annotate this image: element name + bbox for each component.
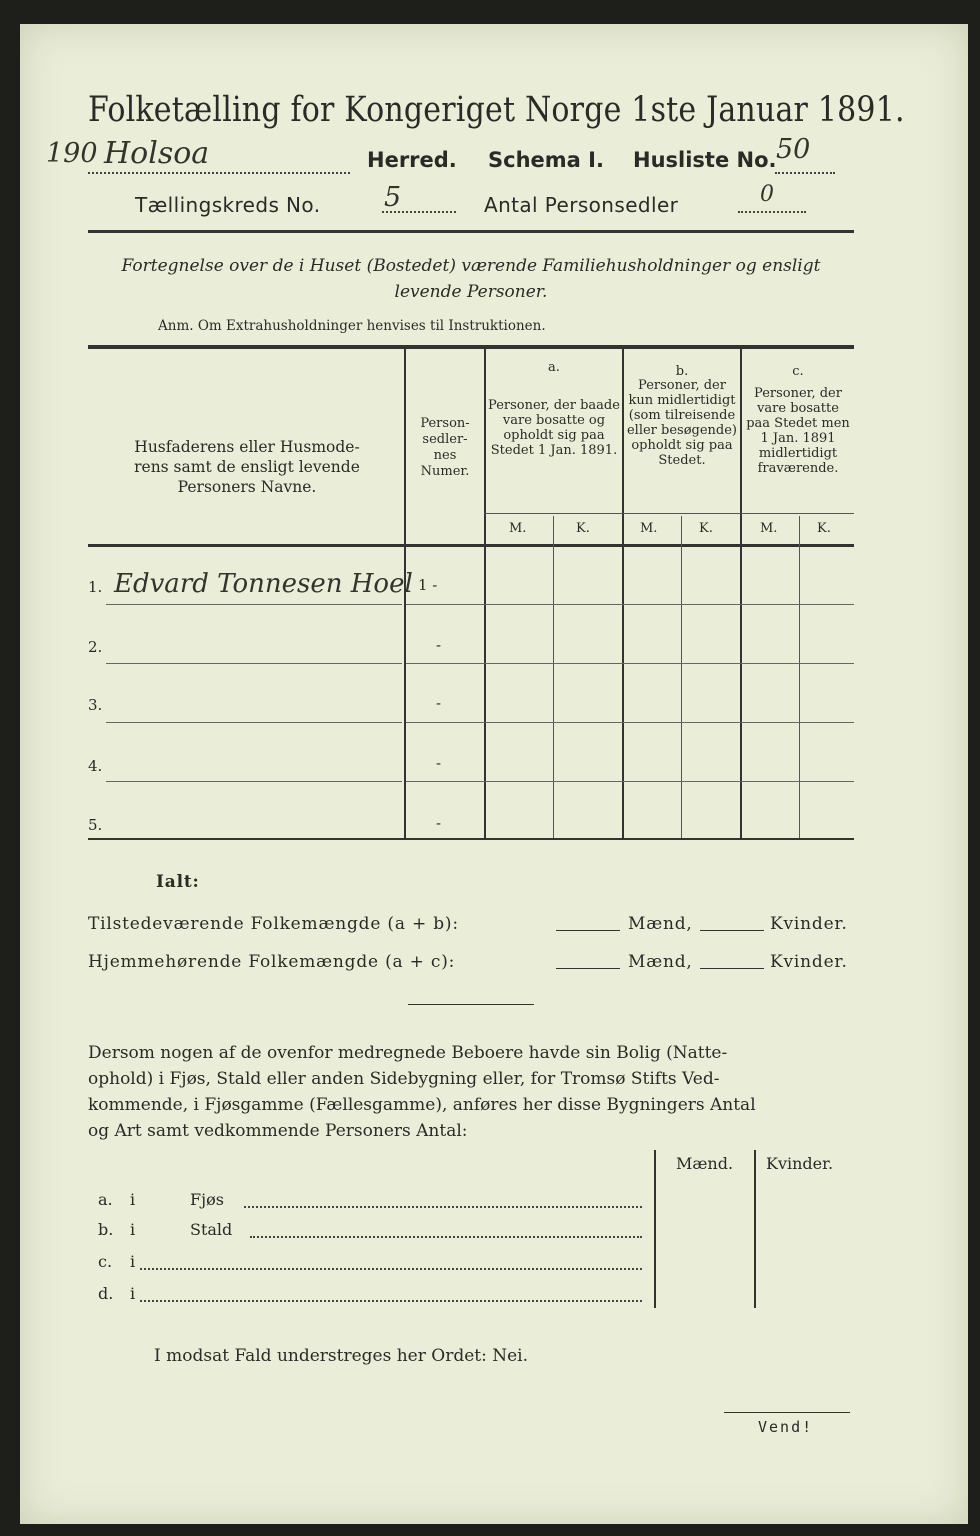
sidebygning-divider-left [654,1150,656,1308]
husliste-value-handwritten: 50 [776,134,811,165]
col-divider-b-mk [681,516,682,838]
vend-label: Vend! [758,1418,814,1436]
col-names-header-l3: Personers Navne. [177,478,317,496]
col-names-header-l2: rens samt de ensligt levende [134,458,360,476]
kreds-dotted-line [382,209,456,213]
row-3-sedler: - [436,694,442,712]
row-3-rule [106,722,402,723]
row-2-rule [106,663,402,664]
item-d-dots [140,1298,642,1302]
group-a-letter: a. [548,360,560,375]
kreds-label: Tællingskreds No. [135,193,321,217]
row-5-sedler: - [436,814,442,832]
sidebygning-para-l2: ophold) i Fjøs, Stald eller anden Sidebygning eller, for Tromsø Stifts Ved- [88,1069,720,1089]
item-c-prep: i [130,1252,136,1271]
item-d-letter: d. [98,1284,114,1303]
group-a-text: Personer, der baade vare bosatte og opholdt sig paa Stedet 1 Jan. 1891. [488,398,620,458]
antal-label: Antal Personsedler [484,193,679,217]
item-d-prep: i [130,1284,136,1303]
vend-rule [724,1412,850,1413]
col-divider-a [622,349,624,838]
hjemme-maend-blank [556,968,620,969]
item-b-label: Stald [190,1220,233,1239]
col-num-header-l3: nes [433,448,457,463]
col-num-header-l2: sedler- [422,432,468,447]
row-4-sedler: - [436,754,442,772]
mk-header-rule [484,513,854,514]
herred-dotted-line [88,170,350,174]
row-1-rule [106,604,402,605]
item-c-dots [140,1266,642,1270]
herred-number-handwritten: 190 [46,138,98,169]
description-line1: Fortegnelse over de i Huset (Bostedet) værende Familiehusholdninger og ensligt [121,256,821,276]
col-divider-num [484,349,486,838]
antal-value-handwritten: 0 [760,182,774,207]
item-b-dots [250,1234,642,1238]
a-m-label: M. [509,521,527,536]
col-num-header-l4: Numer. [420,464,470,479]
table-bottom-rule [88,838,854,840]
herred-name-handwritten: Holsoa [104,136,210,171]
hjemme-kvinder-label: Kvinder. [770,952,848,972]
col-names-header-l1: Husfaderens eller Husmode- [134,438,360,456]
tilstede-kvinder-label: Kvinder. [770,914,848,934]
group-b-text: Personer, der kun midlertidigt (som tilreisende eller besøgende) opholdt sig paa Stedet. [626,378,738,468]
row-2-rule-right [406,663,854,664]
group-c-text: Personer, der vare bosatte paa Stedet men 1 Jan. 1891 midlertidigt fraværende. [746,386,850,476]
row-3-rule-right [406,722,854,723]
herred-label: Herred. [367,148,457,172]
tilstede-label: Tilstedeværende Folkemængde (a + b): [88,914,459,934]
antal-dotted-line [738,209,806,213]
row-4-rule-right [406,781,854,782]
husliste-dotted-line [775,170,835,174]
anm-note: Anm. Om Extrahusholdninger henvises til Instruktionen. [158,318,546,334]
item-b-letter: b. [98,1220,114,1239]
col-divider-b [740,349,742,838]
sidebygning-para-l1: Dersom nogen af de ovenfor medregnede Beboere havde sin Bolig (Natte- [88,1043,728,1063]
form-title: Folketælling for Kongeriget Norge 1ste Januar 1891. [88,90,905,131]
kreds-value-handwritten: 5 [384,182,402,213]
group-c-letter: c. [792,364,804,379]
header-rule [88,230,854,233]
row-1-name-handwritten: Edvard Tonnesen Hoel [114,569,413,599]
b-k-label: K. [699,521,713,536]
item-b-prep: i [130,1220,136,1239]
sidebygning-col-kvinder: Kvinder. [766,1154,834,1173]
item-a-dots [244,1204,642,1208]
ialt-label: Ialt: [156,872,200,892]
row-2-number: 2. [88,638,103,656]
item-a-label: Fjøs [190,1190,224,1209]
col-num-header-l1: Person- [420,416,470,431]
nei-note: I modsat Fald understreges her Ordet: Nei. [154,1346,529,1366]
tilstede-kvinder-blank [700,930,764,931]
row-3-number: 3. [88,696,103,714]
hjemme-maend-label: Mænd, [628,952,693,972]
row-4-rule [106,781,402,782]
col-divider-c-mk [799,516,800,838]
c-k-label: K. [817,521,831,536]
schema-label: Schema I. [488,148,604,172]
sidebygning-divider-mid [754,1150,756,1308]
row-1-rule-right [406,604,854,605]
hjemme-label: Hjemmehørende Folkemængde (a + c): [88,952,456,972]
row-1-number: 1. [88,578,103,596]
item-c-letter: c. [98,1252,113,1271]
col-divider-a-mk [553,516,554,838]
item-a-prep: i [130,1190,136,1209]
b-m-label: M. [640,521,658,536]
row-4-number: 4. [88,757,103,775]
tilstede-maend-label: Mænd, [628,914,693,934]
group-b-letter: b. [675,364,689,379]
sidebygning-para-l3: kommende, i Fjøsgamme (Fællesgamme), anføres her disse Bygningers Antal [88,1095,756,1115]
hjemme-kvinder-blank [700,968,764,969]
section-divider [408,1004,534,1005]
row-5-number: 5. [88,816,103,834]
description-line2: levende Personer. [394,282,548,302]
sidebygning-para-l4: og Art samt vedkommende Personers Antal: [88,1121,468,1141]
sidebygning-col-maend: Mænd. [676,1154,734,1173]
row-1-sedler: 1 - [418,576,438,594]
tilstede-maend-blank [556,930,620,931]
item-a-letter: a. [98,1190,113,1209]
husliste-label: Husliste No. [633,148,777,172]
row-2-sedler: - [436,636,442,654]
c-m-label: M. [760,521,778,536]
a-k-label: K. [576,521,590,536]
